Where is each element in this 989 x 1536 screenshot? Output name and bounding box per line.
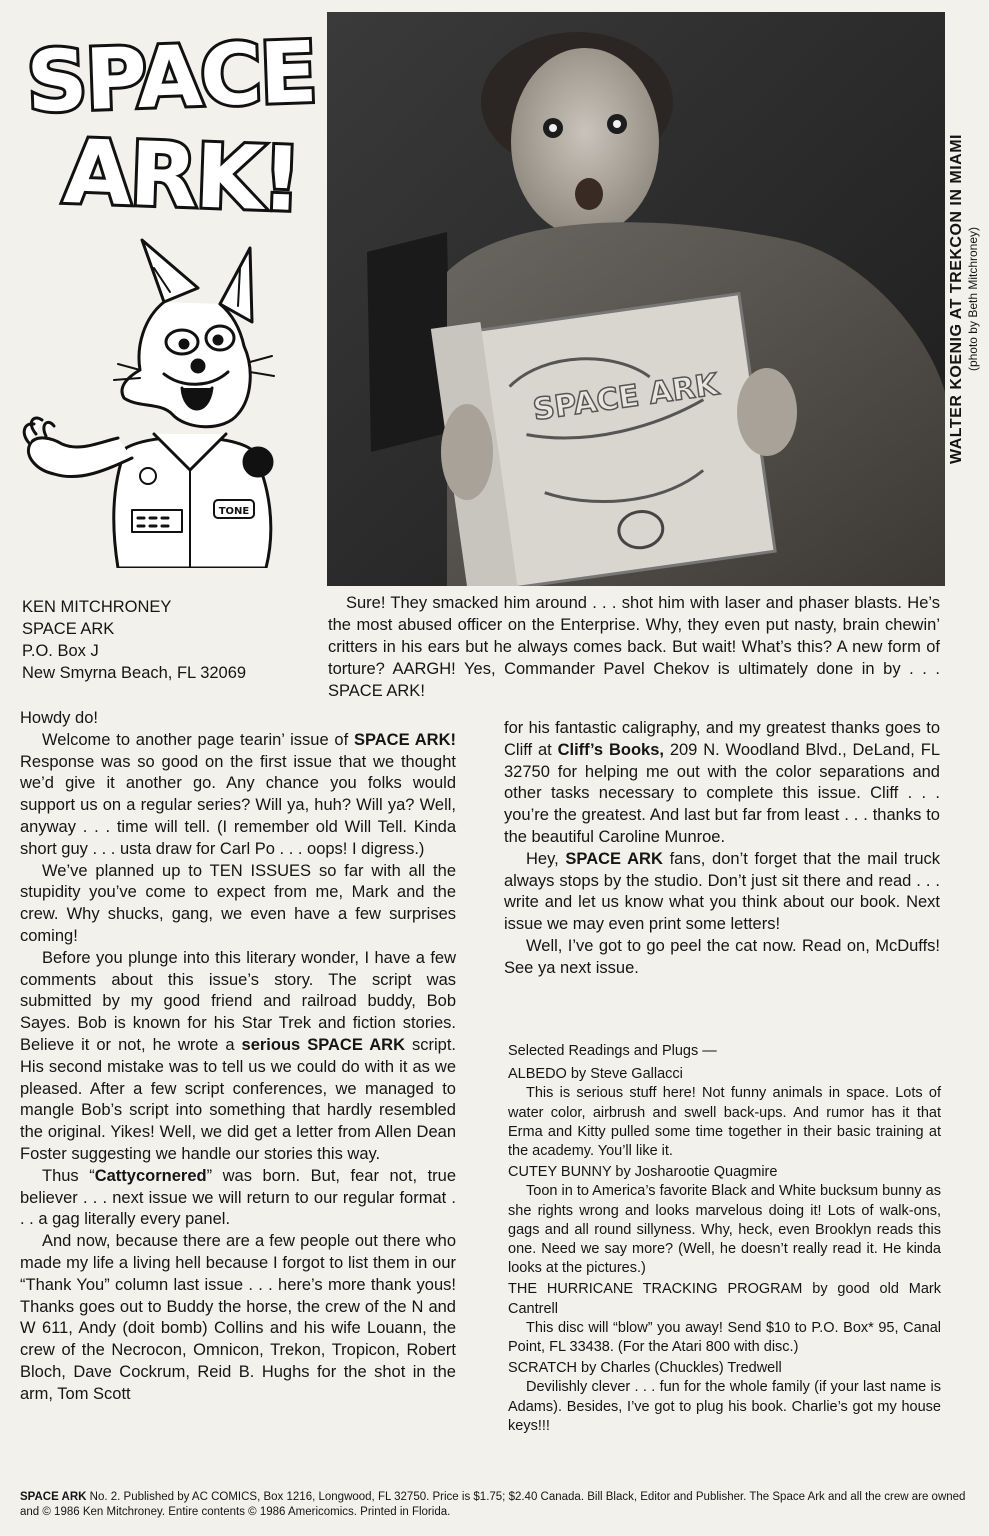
plugs-heading: Selected Readings and Plugs — (508, 1043, 717, 1059)
plug-title: SCRATCH by Charles (Chuckles) Tredwell (508, 1360, 782, 1377)
photo-credit (944, 12, 984, 586)
letter-column-left (20, 708, 456, 1406)
cat-mascot-illustration (14, 238, 314, 568)
plug-title: CUTEY BUNNY by Josharootie Quagmire (508, 1164, 778, 1181)
plug-title: THE HURRICANE TRACKING PROGRAM by good old Mark Cantrell (508, 1281, 941, 1317)
logo-svg (12, 18, 330, 218)
letter-paragraph: for his fantastic caligraphy, and my greatest thanks goes to Cliff at Cliff’s Books, 209 N. Woodland Blvd., DeLand, FL 32750 for helping me out with the color separations and other tasks necessary to complete this issue. Cliff . . . you’re the greatest. And last but far from least . . . thanks to the beautiful Caroline Munroe. (504, 719, 940, 846)
letter-paragraph: Thus “Cattycornered” was born. But, fear not, true believer . . . next issue we will return to our regular format . . . a gag literally every panel. (20, 1166, 456, 1229)
plug-body: Devilishly clever . . . fun for the whole family (if your last name is Adams). Besides, I’ve got to plug his book. Charlie’s got my house keys!!! (508, 1379, 941, 1434)
photo-svg (327, 12, 945, 586)
letter-paragraph: Welcome to another page tearin’ issue of SPACE ARK! Response was so good on the first issue that we thought we’d give it another go. Any chance you folks would support us on a regular series? Will ya, huh? Will ya? Well, anyway . . . time will tell. (I remember old Will Tell. Kinda short guy . . . usta draw for Carl Po . . . oops! I digress.) (20, 730, 457, 858)
plug-body: This disc will “blow” you away! Send $10 to P.O. Box* 95, Canal Point, FL 33438. (For the Atari 800 with disc.) (508, 1319, 941, 1356)
plug-body: This is serious stuff here! Not funny animals in space. Lots of water color, airbrush and swell back-ups. And rumor has it that Erma and Kitty pulled some time together in their basic training at the academy. You’ll like it. (508, 1085, 941, 1160)
letter-paragraph: Hey, SPACE ARK fans, don’t forget that the mail truck always stops by the studio. Don’t just sit there and read . . . write and let us know what you think about our book. Next issue we may even print some letters! (504, 849, 940, 934)
photo-credit-sub: (photo by Beth Mitchroney) (966, 226, 980, 372)
letter-paragraph: And now, because there are a few people out there who made my life a living hell because I forgot to list them in our “Thank You” column last issue . . . here’s more thank yous! Thanks goes out to Buddy the horse, the crew of the N and W 611, Andy (doit bomb) Collins and his wife Louann, the crew of the Necrocon, Omnicon, Trekon, Tropicon, Robert Bloch, Dave Cockrum, Reid B. Hughs for the shot in the arm, Tom Scott (20, 1232, 456, 1403)
selected-readings (508, 1042, 941, 1436)
address-line: New Smyrna Beach, FL 32069 (22, 664, 247, 682)
letter-greeting: Howdy do! (20, 709, 98, 727)
name-patch-text: TONE (218, 506, 250, 517)
photo-credit-main: WALTER KOENIG AT TREKCON IN MIAMI (948, 134, 965, 464)
mailing-address (22, 596, 312, 684)
photo-caption: Sure! They smacked him around . . . shot him with laser and phaser blasts. He’s the most abused officer on the Enterprise. Why, they even put nasty, brain chewin’ critters in his ears but he always comes back. But wait! What’s this? A new form of torture? AARGH! Yes, Commander Pavel Chekov is ultimately done in by . . . SPACE ARK! (328, 594, 940, 700)
cat-mascot-svg (14, 238, 314, 568)
logo-line1: SPACE (25, 22, 317, 132)
address-line: KEN MITCHRONEY (22, 598, 172, 616)
comic-cover-title: SPACE ARK (530, 367, 721, 428)
publication-indicia: SPACE ARK No. 2. Published by AC COMICS, Box 1216, Longwood, FL 32750. Price is $1.75; $2.40 Canada. Bill Black, Editor and Publisher. The Space Ark and all the crew are owned and © 1986 Ken Mitchroney. Entire contents © 1986 Americomics. Printed in Florida. (20, 1491, 966, 1518)
plug-title: ALBEDO by Steve Gallacci (508, 1066, 683, 1083)
letter-paragraph: Before you plunge into this literary wonder, I have a few comments about this issue’s story. The script was submitted by my good friend and railroad buddy, Bob Sayes. Bob is known for his Star Trek and fiction stories. Believe it or not, he wrote a serious SPACE ARK script. His second mistake was to tell us we could do with it as we pleased. After a few script conferences, we managed to mangle Bob’s script into something that hardly resembled the original. Yikes! Well, we did get a letter from Allen Dean Foster suggesting we handle our stories this way. (20, 948, 457, 1163)
address-line: P.O. Box J (22, 642, 99, 660)
letter-paragraph: Well, I’ve got to go peel the cat now. Read on, McDuffs! See ya next issue. (504, 936, 940, 977)
space-ark-logo (12, 18, 330, 218)
address-line: SPACE ARK (22, 620, 115, 638)
walter-koenig-photo (327, 12, 945, 586)
plug-body: Toon in to America’s favorite Black and White bucksum bunny as she rights wrong and looks marvelous doing it! Lots of walk-ons, gags and all round sillyness. Why, heck, even Brooklyn reads this one. Need we say more? (Well, he doesn’t really read it. He kinda looks at the pictures.) (508, 1183, 941, 1277)
logo-line2: ARK! (61, 119, 302, 218)
letter-paragraph: We’ve planned up to TEN ISSUES so far with all the stupidity you’ve come to expect from me, Mark and the crew. Why shucks, gang, we even have a few surprises coming! (20, 861, 456, 945)
letter-column-right (504, 718, 940, 980)
